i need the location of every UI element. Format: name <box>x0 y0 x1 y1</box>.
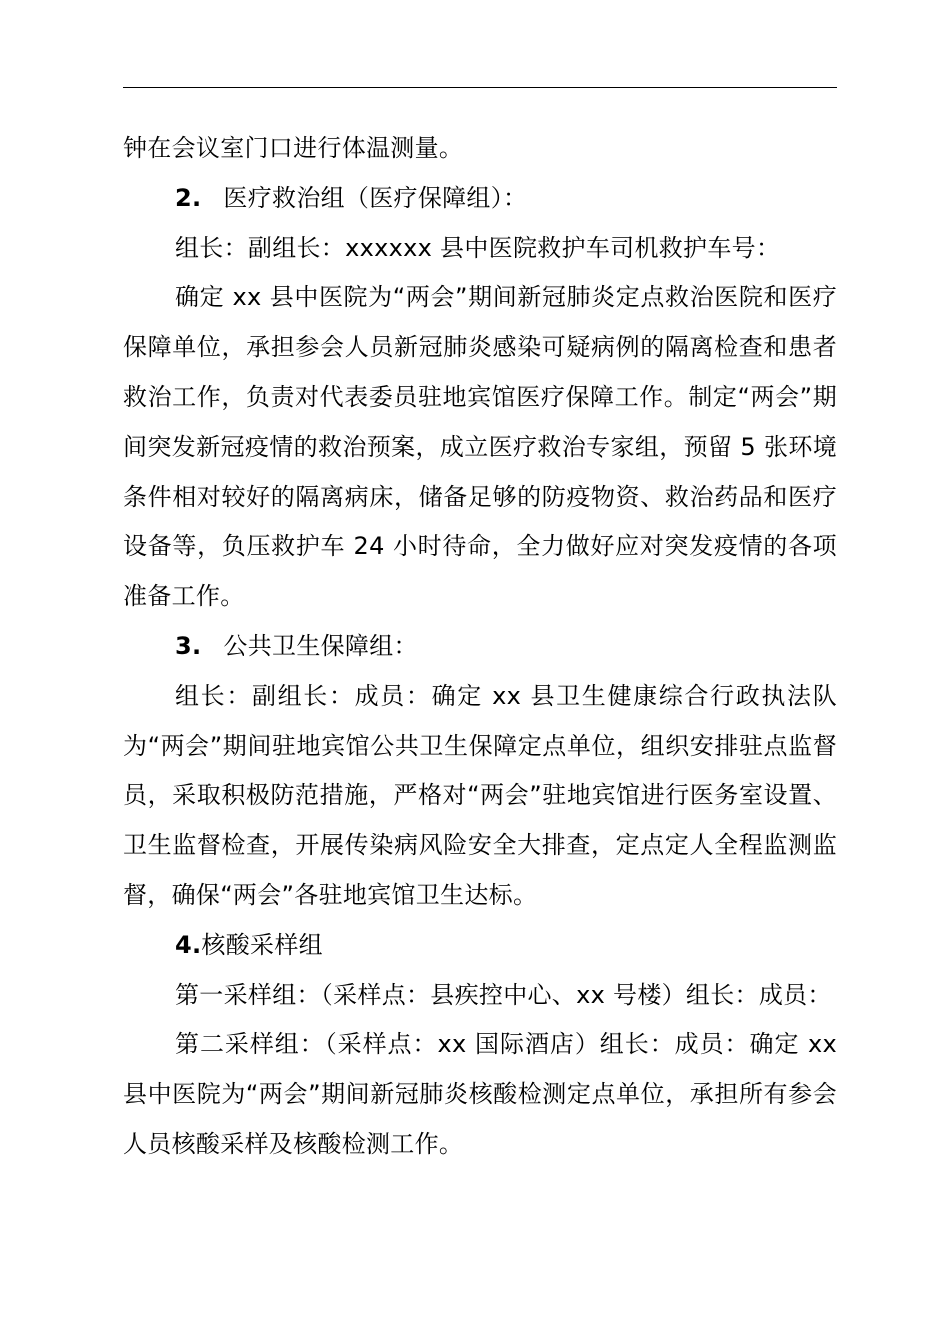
section-number: 4. <box>175 930 202 959</box>
paragraph-text: 组长：副组长：xxxxxx 县中医院救护车司机救护车号： <box>175 233 781 262</box>
section-heading-medical-treatment <box>123 174 837 224</box>
paragraph-text: 第一采样组：（采样点：县疾控中心、xx 号楼）组长：成员： <box>175 980 832 1009</box>
paragraph-sampling-group-1 <box>123 971 837 1021</box>
paragraph-text: 确定 xx 县中医院为“两会”期间新冠肺炎定点救治医院和医疗保障单位，承担参会人员新冠肺炎感染可疑病例的隔离检查和患者救治工作，负责对代表委员驻地宾馆医疗保障工作。制定“两会”期间突发新冠疫情的救治预案，成立医疗救治专家组，预留 5 张环境条件相对较好的隔离病床，储备足够的防疫物资、救治药品和医疗设备等，负压救护车 24 小时待命，全力做好应对突发疫情的各项准备工作。 <box>123 283 837 611</box>
section-number: 2. <box>175 183 202 212</box>
document-body <box>123 124 837 1170</box>
section-title: 公共卫生保障组： <box>223 631 418 660</box>
paragraph-sampling-group-2 <box>123 1020 837 1169</box>
section-title: 核酸采样组 <box>201 930 323 959</box>
header-rule <box>123 87 837 88</box>
paragraph-text: 钟在会议室门口进行体温测量。 <box>123 134 464 162</box>
section-heading-public-health <box>123 622 837 672</box>
section-title: 医疗救治组（医疗保障组）： <box>223 183 528 212</box>
section-number: 3. <box>175 631 202 660</box>
paragraph-text: 第二采样组：（采样点：xx 国际酒店）组长：成员：确定 xx 县中医院为“两会”期间新冠肺炎核酸检测定点单位，承担所有参会人员核酸采样及核酸检测工作。 <box>123 1030 837 1158</box>
paragraph-public-health-duties <box>123 672 837 921</box>
paragraph-text: 组长：副组长：成员：确定 xx 县卫生健康综合行政执法队为“两会”期间驻地宾馆公共卫生保障定点单位，组织安排驻点监督员，采取积极防范措施，严格对“两会”驻地宾馆进行医务室设置、卫生监督检查，开展传染病风险安全大排查，定点定人全程监测监督，确保“两会”各驻地宾馆卫生达标。 <box>123 681 837 909</box>
section-heading-sampling <box>123 921 837 971</box>
paragraph-continuation <box>123 124 837 174</box>
paragraph-staff-medical <box>123 224 837 274</box>
paragraph-medical-duties <box>123 273 837 622</box>
